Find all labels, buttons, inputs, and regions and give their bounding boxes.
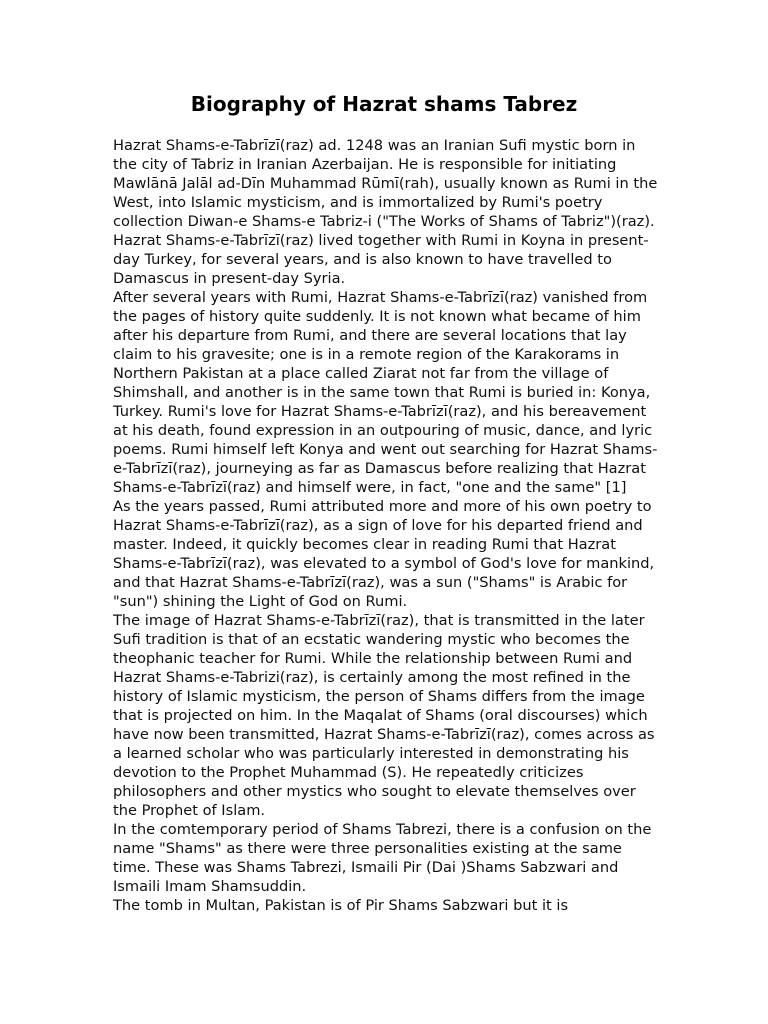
paragraph-disappearance: After several years with Rumi, Hazrat Shams-e-Tabrīzī(raz) vanished from the pages of history quite suddenly. It is not known what became of him after his departure from Rumi, and there are several locations that lay claim to his gravesite; one is in a remote region of the Karakorams in Northern Pakistan at a place called Ziarat not far from the village of Shimshall, and another is in the same town that Rumi is buried in: Konya, Turkey. Rumi's love for Hazrat Shams-e-Tabrīzī(raz), and his bereavement at his death, found expression in an outpouring of music, dance, and lyric poems. Rumi himself left Konya and went out searching for Hazrat Shams-e-Tabrīzī(raz), journeying as far as Damascus before realizing that Hazrat Shams-e-Tabrīzī(raz) and himself were, in fact, "one and the same" [1] [113,289,658,496]
document-title: Biography of Hazrat shams Tabrez [190,92,578,116]
paragraph-origin: Hazrat Shams-e-Tabrīzī(raz) ad. 1248 was an Iranian Sufi mystic born in the city of Tabriz in Iranian Azerbaijan. He is responsible for initiating Mawlānā Jalāl ad-Dīn Muhammad Rūmī(rah), usually known as Rumi in the West, into Islamic mysticism, and is immortalized by Rumi's poetry collection Diwan-e Shams-e Tabriz-i ("The Works of Shams of Tabriz")(raz). Hazrat Shams-e-Tabrīzī(raz) lived together with Rumi in Koyna in present-day Turkey, for several years, and is also known to have travelled to Damascus in present-day Syria. [113,137,658,287]
paragraph-multan-tomb: The tomb in Multan, Pakistan is of Pir Shams Sabzwari but it is [113,897,569,914]
document-body [113,136,658,915]
paragraph-sufi-image: The image of Hazrat Shams-e-Tabrīzī(raz), that is transmitted in the later Sufi tradition is that of an ecstatic wandering mystic who becomes the theophanic teacher for Rumi. While the relationship between Rumi and Hazrat Shams-e-Tabrizi(raz), is certainly among the most refined in the history of Islamic mysticism, the person of Shams differs from the image that is projected on him. In the Maqalat of Shams (oral discourses) which have now been transmitted, Hazrat Shams-e-Tabrīzī(raz), comes across as a learned scholar who was particularly interested in demonstrating his devotion to the Prophet Muhammad (S). He repeatedly criticizes philosophers and other mystics who sought to elevate themselves over the Prophet of Islam. [113,612,655,819]
paragraph-name-confusion: In the comtemporary period of Shams Tabrezi, there is a confusion on the name "Shams" as there were three personalities existing at the same time. These was Shams Tabrezi, Ismaili Pir (Dai )Shams Sabzwari and Ismaili Imam Shamsuddin. [113,821,652,895]
paragraph-poetry-attribution: As the years passed, Rumi attributed more and more of his own poetry to Hazrat Shams-e-Tabrīzī(raz), as a sign of love for his departed friend and master. Indeed, it quickly becomes clear in reading Rumi that Hazrat Shams-e-Tabrīzī(raz), was elevated to a symbol of God's love for mankind, and that Hazrat Shams-e-Tabrīzī(raz), was a sun ("Shams" is Arabic for "sun") shining the Light of God on Rumi. [113,498,655,610]
